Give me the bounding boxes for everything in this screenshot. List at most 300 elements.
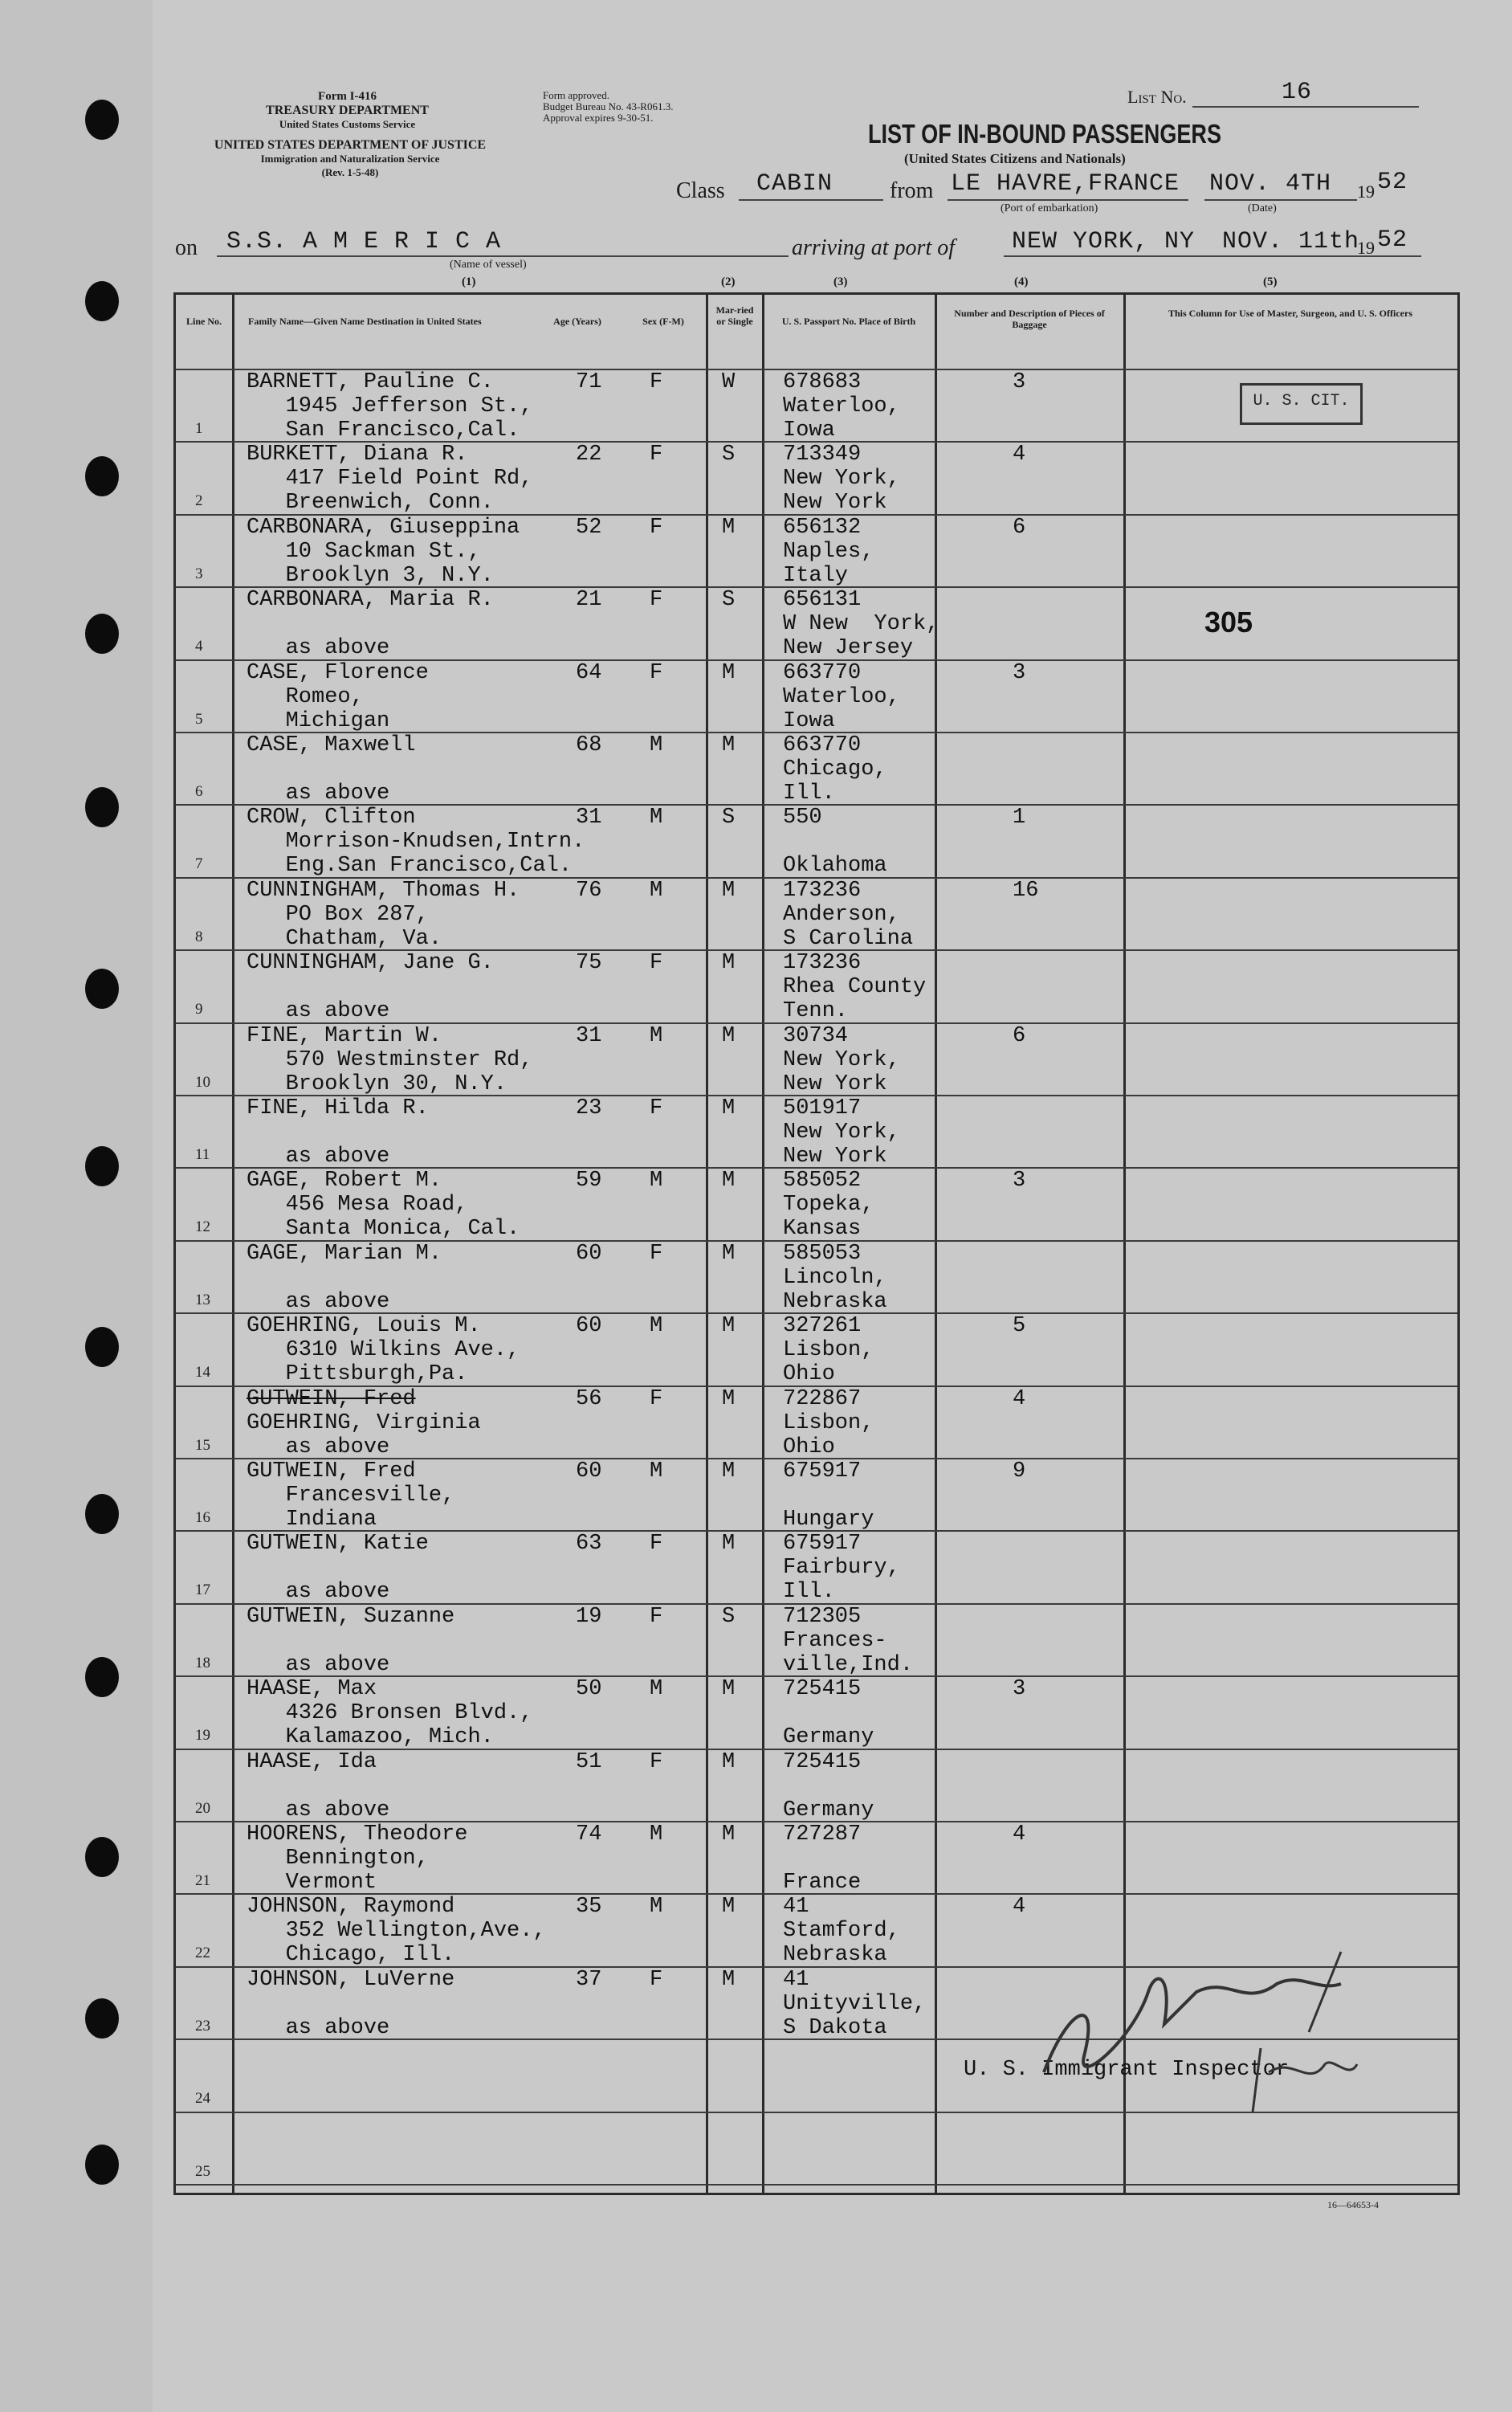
baggage-count: 4 bbox=[1013, 443, 1026, 467]
passenger-table bbox=[173, 292, 1460, 2195]
vessel-caption: (Name of vessel) bbox=[450, 259, 527, 271]
line-number: 4 bbox=[195, 638, 203, 655]
page-subtitle: (United States Citizens and Nationals) bbox=[904, 151, 1126, 166]
year-prefix: 19 bbox=[1357, 182, 1375, 202]
marital-status: M bbox=[722, 1967, 736, 1992]
passport-number: 585053 bbox=[783, 1241, 862, 1266]
birthplace-line1: Naples, bbox=[783, 539, 874, 564]
passport-number: 722867 bbox=[783, 1386, 862, 1411]
passenger-address: Bennington, bbox=[247, 1847, 429, 1871]
punch-hole bbox=[85, 456, 119, 496]
table-row bbox=[176, 1022, 1457, 1095]
from-label: from bbox=[890, 178, 934, 203]
passenger-name: CUNNINGHAM, Thomas H. bbox=[247, 878, 520, 903]
arrival-port: NEW YORK, NY bbox=[1012, 228, 1196, 255]
table-row bbox=[176, 1603, 1457, 1675]
line-number: 10 bbox=[195, 1073, 210, 1091]
left-margin bbox=[0, 0, 153, 2412]
passenger-sex: F bbox=[650, 515, 663, 540]
passenger-age: 51 bbox=[576, 1749, 602, 1774]
baggage-count: 3 bbox=[1013, 1169, 1026, 1194]
passport-number: 663770 bbox=[783, 660, 862, 685]
approval-line: Form approved. bbox=[543, 89, 610, 101]
passenger-address: GOEHRING, Virginia bbox=[247, 1410, 481, 1435]
table-row bbox=[176, 1675, 1457, 1748]
marital-status: M bbox=[722, 951, 736, 976]
birthplace-line2: Kansas bbox=[783, 1217, 862, 1242]
birthplace-line2: France bbox=[783, 1871, 862, 1895]
passenger-sex: F bbox=[650, 588, 663, 613]
table-row bbox=[176, 514, 1457, 586]
marital-status: M bbox=[722, 1314, 736, 1339]
year-prefix-2: 19 bbox=[1357, 238, 1375, 258]
passport-number: 656131 bbox=[783, 588, 862, 613]
passenger-destination: Pittsburgh,Pa. bbox=[247, 1362, 468, 1387]
passenger-destination: Vermont bbox=[247, 1871, 377, 1895]
birthplace-line2: S Dakota bbox=[783, 2015, 887, 2040]
punch-hole bbox=[85, 969, 119, 1009]
passenger-age: 64 bbox=[576, 660, 602, 685]
line-number: 2 bbox=[195, 492, 203, 510]
passenger-sex: F bbox=[650, 951, 663, 976]
table-row bbox=[176, 949, 1457, 1022]
passenger-age: 19 bbox=[576, 1604, 602, 1629]
marital-status: S bbox=[722, 443, 736, 467]
punch-hole bbox=[85, 1146, 119, 1186]
passenger-age: 35 bbox=[576, 1895, 602, 1920]
birthplace-line1: Rhea County bbox=[783, 975, 927, 1000]
line-number: 22 bbox=[195, 1945, 210, 1962]
marital-status: M bbox=[722, 660, 736, 685]
passenger-age: 21 bbox=[576, 588, 602, 613]
marital-status: S bbox=[722, 588, 736, 613]
passport-number: 501917 bbox=[783, 1096, 862, 1120]
passenger-address: 10 Sackman St., bbox=[247, 539, 481, 564]
marital-status: M bbox=[722, 1241, 736, 1266]
passenger-age: 37 bbox=[576, 1967, 602, 1992]
birthplace-line1: Waterloo, bbox=[783, 394, 900, 418]
passenger-destination: as above bbox=[247, 1798, 390, 1822]
passenger-name: FINE, Martin W. bbox=[247, 1023, 442, 1048]
line-number: 1 bbox=[195, 420, 203, 437]
table-row bbox=[176, 1240, 1457, 1312]
birthplace-line2: Ill. bbox=[783, 782, 835, 806]
passenger-sex: M bbox=[650, 878, 663, 903]
passenger-destination: San Francisco,Cal. bbox=[247, 418, 520, 443]
birthplace-line2: New York bbox=[783, 491, 887, 516]
column-number: (2) bbox=[721, 275, 736, 288]
list-no-line bbox=[1192, 106, 1419, 108]
table-row bbox=[176, 1749, 1457, 1821]
marital-status: S bbox=[722, 806, 736, 831]
passenger-name: GUTWEIN, Fred bbox=[247, 1459, 416, 1484]
table-row bbox=[176, 586, 1457, 659]
birthplace-line2: Iowa bbox=[783, 418, 835, 443]
passenger-sex: F bbox=[650, 1386, 663, 1411]
passenger-name: HAASE, Max bbox=[247, 1677, 377, 1702]
passenger-age: 31 bbox=[576, 806, 602, 831]
passenger-sex: M bbox=[650, 1023, 663, 1048]
passenger-name: HOORENS, Theodore bbox=[247, 1822, 468, 1847]
line-number: 14 bbox=[195, 1364, 210, 1381]
passenger-name: JOHNSON, Raymond bbox=[247, 1895, 455, 1920]
inspector-signature bbox=[1036, 1944, 1373, 2120]
revision: (Rev. 1-5-48) bbox=[321, 166, 379, 178]
birthplace-line1: Lincoln, bbox=[783, 1265, 887, 1290]
punch-hole bbox=[85, 2145, 119, 2185]
passenger-sex: F bbox=[650, 660, 663, 685]
customs-service: United States Customs Service bbox=[279, 118, 416, 130]
passenger-sex: F bbox=[650, 1749, 663, 1774]
passenger-name: GUTWEIN, Suzanne bbox=[247, 1604, 455, 1629]
passenger-address: 352 Wellington,Ave., bbox=[247, 1919, 546, 1944]
passport-number: 675917 bbox=[783, 1459, 862, 1484]
column-number: (4) bbox=[1014, 275, 1029, 288]
baggage-count: 4 bbox=[1013, 1895, 1026, 1920]
line-number: 18 bbox=[195, 1654, 210, 1671]
passenger-name: GAGE, Robert M. bbox=[247, 1169, 442, 1194]
passenger-age: 75 bbox=[576, 951, 602, 976]
line-number: 24 bbox=[195, 2090, 210, 2108]
passport-number: 713349 bbox=[783, 443, 862, 467]
table-row bbox=[176, 1458, 1457, 1530]
passenger-age: 22 bbox=[576, 443, 602, 467]
passenger-destination: as above bbox=[247, 1145, 390, 1169]
table-row bbox=[176, 1530, 1457, 1605]
header-married: Mar-ried or Single bbox=[715, 304, 754, 327]
from-line bbox=[948, 199, 1188, 201]
table-row bbox=[176, 1095, 1457, 1167]
header-age: Age (Years) bbox=[553, 316, 601, 327]
passport-number: 725415 bbox=[783, 1677, 862, 1702]
table-row bbox=[176, 1312, 1457, 1385]
birthplace-line2: Iowa bbox=[783, 708, 835, 733]
passenger-sex: M bbox=[650, 1459, 663, 1484]
table-row bbox=[176, 441, 1457, 516]
arrival-line bbox=[1004, 255, 1421, 257]
ins-service: Immigration and Naturalization Service bbox=[260, 153, 440, 165]
birthplace-line1: Fairbury, bbox=[783, 1556, 900, 1581]
passenger-destination: as above bbox=[247, 1289, 390, 1314]
passenger-sex: F bbox=[650, 1241, 663, 1266]
birthplace-line1: Frances- bbox=[783, 1628, 887, 1653]
passenger-name: CASE, Maxwell bbox=[247, 733, 416, 757]
passenger-name: BARNETT, Pauline C. bbox=[247, 370, 494, 394]
birthplace-line1: Waterloo, bbox=[783, 684, 900, 709]
table-row bbox=[176, 732, 1457, 804]
birthplace-line1: Anderson, bbox=[783, 902, 900, 927]
punch-hole bbox=[85, 1998, 119, 2039]
line-number: 17 bbox=[195, 1581, 210, 1599]
column-number: (1) bbox=[462, 275, 476, 288]
baggage-count: 3 bbox=[1013, 660, 1026, 685]
treasury-dept: TREASURY DEPARTMENT bbox=[266, 104, 429, 117]
list-no-value: 16 bbox=[1282, 79, 1313, 106]
marital-status: M bbox=[722, 1459, 736, 1484]
row-divider bbox=[176, 2184, 1457, 2185]
passport-number: 712305 bbox=[783, 1604, 862, 1629]
marital-status: M bbox=[722, 1677, 736, 1702]
passenger-sex: M bbox=[650, 806, 663, 831]
baggage-count: 3 bbox=[1013, 370, 1026, 394]
page-title: LIST OF IN-BOUND PASSENGERS bbox=[868, 119, 1222, 149]
passenger-address: Francesville, bbox=[247, 1484, 455, 1508]
passenger-destination: Brooklyn 3, N.Y. bbox=[247, 563, 494, 588]
table-row bbox=[176, 804, 1457, 879]
table-row bbox=[176, 2112, 1457, 2184]
passenger-destination: Breenwich, Conn. bbox=[247, 491, 494, 516]
passenger-destination: as above bbox=[247, 999, 390, 1024]
passenger-name: CARBONARA, Giuseppina bbox=[247, 515, 520, 540]
passenger-destination: Chicago, Ill. bbox=[247, 1943, 455, 1968]
line-number: 20 bbox=[195, 1799, 210, 1817]
passenger-age: 23 bbox=[576, 1096, 602, 1120]
passenger-destination: as above bbox=[247, 1580, 390, 1605]
arrival-date: NOV. 11th bbox=[1222, 228, 1360, 255]
passport-number: 663770 bbox=[783, 733, 862, 757]
punch-hole bbox=[85, 1494, 119, 1534]
passenger-destination: Brooklyn 30, N.Y. bbox=[247, 1071, 507, 1096]
passenger-sex: F bbox=[650, 1532, 663, 1557]
passenger-address: PO Box 287, bbox=[247, 902, 429, 927]
marital-status: M bbox=[722, 515, 736, 540]
passport-number: 41 bbox=[783, 1895, 809, 1920]
birthplace-line2: Nebraska bbox=[783, 1943, 887, 1968]
inspector-label: U. S. Immigrant Inspector bbox=[964, 2058, 1290, 2082]
passenger-address: 417 Field Point Rd, bbox=[247, 467, 533, 492]
passport-number: 585052 bbox=[783, 1169, 862, 1194]
baggage-count: 4 bbox=[1013, 1822, 1026, 1847]
birthplace-line1: Chicago, bbox=[783, 757, 887, 782]
port-embark-caption: (Port of embarkation) bbox=[1001, 202, 1098, 214]
birthplace-line2: New Jersey bbox=[783, 636, 914, 661]
passenger-address: 4326 Bronsen Blvd., bbox=[247, 1701, 533, 1726]
passenger-age: 52 bbox=[576, 515, 602, 540]
punch-hole bbox=[85, 1327, 119, 1367]
birthplace-line2: Nebraska bbox=[783, 1289, 887, 1314]
passenger-sex: M bbox=[650, 1314, 663, 1339]
passenger-age: 60 bbox=[576, 1459, 602, 1484]
passenger-sex: F bbox=[650, 443, 663, 467]
birthplace-line2: Tenn. bbox=[783, 999, 849, 1024]
birthplace-line1: Stamford, bbox=[783, 1919, 900, 1944]
punch-hole bbox=[85, 1657, 119, 1697]
passport-number: 678683 bbox=[783, 370, 862, 394]
birthplace-line1: W New York, bbox=[783, 612, 939, 637]
form-header-left bbox=[241, 90, 454, 131]
vessel-line bbox=[217, 255, 789, 257]
passenger-destination: Michigan bbox=[247, 708, 390, 733]
passenger-name: FINE, Hilda R. bbox=[247, 1096, 429, 1120]
passenger-destination: Eng.San Francisco,Cal. bbox=[247, 854, 573, 879]
passport-number: 30734 bbox=[783, 1023, 849, 1048]
column-number: (5) bbox=[1263, 275, 1278, 288]
header-sex: Sex (F-M) bbox=[642, 316, 684, 327]
marital-status: M bbox=[722, 1895, 736, 1920]
line-number: 8 bbox=[195, 928, 203, 945]
passenger-age: 63 bbox=[576, 1532, 602, 1557]
citizen-stamp: U. S. CIT. bbox=[1240, 383, 1363, 425]
approval-block bbox=[543, 90, 752, 124]
passenger-age: 59 bbox=[576, 1169, 602, 1194]
passport-number: 727287 bbox=[783, 1822, 862, 1847]
marital-status: M bbox=[722, 733, 736, 757]
class-line bbox=[739, 199, 883, 201]
passenger-destination: Indiana bbox=[247, 1508, 377, 1532]
passenger-address: 6310 Wilkins Ave., bbox=[247, 1338, 520, 1363]
line-number: 3 bbox=[195, 565, 203, 582]
passenger-sex: F bbox=[650, 1096, 663, 1120]
class-label: Class bbox=[676, 178, 725, 203]
birthplace-line1: New York, bbox=[783, 1047, 900, 1072]
passenger-destination: as above bbox=[247, 636, 390, 661]
passport-number: 550 bbox=[783, 806, 822, 831]
justice-dept: UNITED STATES DEPARTMENT OF JUSTICE bbox=[214, 138, 487, 152]
baggage-count: 16 bbox=[1013, 878, 1039, 903]
birthplace-line1: New York, bbox=[783, 1120, 900, 1145]
on-label: on bbox=[175, 235, 198, 260]
form-number: Form I-416 bbox=[318, 90, 377, 103]
passenger-destination: as above bbox=[247, 782, 390, 806]
passport-number: 725415 bbox=[783, 1749, 862, 1774]
birthplace-line2: Ohio bbox=[783, 1435, 835, 1459]
justice-header bbox=[169, 138, 532, 179]
punch-hole bbox=[85, 281, 119, 321]
passenger-destination: Chatham, Va. bbox=[247, 926, 442, 951]
passenger-sex: F bbox=[650, 1967, 663, 1992]
passenger-address: 570 Westminster Rd, bbox=[247, 1047, 533, 1072]
marital-status: S bbox=[722, 1604, 736, 1629]
line-number: 9 bbox=[195, 1001, 203, 1018]
line-number: 7 bbox=[195, 855, 203, 873]
passenger-address: 1945 Jefferson St., bbox=[247, 394, 533, 418]
marital-status: M bbox=[722, 1023, 736, 1048]
table-row bbox=[176, 1386, 1457, 1458]
passenger-age: 50 bbox=[576, 1677, 602, 1702]
passenger-name: BURKETT, Diana R. bbox=[247, 443, 468, 467]
date-caption: (Date) bbox=[1248, 202, 1277, 214]
baggage-count: 6 bbox=[1013, 515, 1026, 540]
punch-hole bbox=[85, 787, 119, 827]
vessel-name: S.S. A M E R I C A bbox=[226, 228, 502, 255]
birthplace-line2: Germany bbox=[783, 1798, 874, 1822]
line-number: 12 bbox=[195, 1218, 210, 1236]
header-line-no: Line No. bbox=[185, 316, 222, 327]
passenger-name: GUTWEIN, Katie bbox=[247, 1532, 429, 1557]
passenger-address: Morrison-Knudsen,Intrn. bbox=[247, 830, 585, 855]
line-number: 16 bbox=[195, 1509, 210, 1526]
passenger-destination: Santa Monica, Cal. bbox=[247, 1217, 520, 1242]
marital-status: M bbox=[722, 878, 736, 903]
passenger-name: GAGE, Marian M. bbox=[247, 1241, 442, 1266]
annotation-number: 305 bbox=[1204, 606, 1253, 639]
passenger-age: 76 bbox=[576, 878, 602, 903]
arriving-label: arriving at port of bbox=[792, 235, 956, 260]
header-passport: U. S. Passport No. Place of Birth bbox=[781, 316, 916, 327]
birthplace-line2: ville,Ind. bbox=[783, 1652, 914, 1677]
departure-date: NOV. 4TH bbox=[1209, 170, 1332, 198]
line-number: 6 bbox=[195, 783, 203, 800]
departure-year: 52 bbox=[1377, 169, 1408, 196]
birthplace-line2: Ill. bbox=[783, 1580, 835, 1605]
date-line bbox=[1204, 199, 1357, 201]
passenger-name: CUNNINGHAM, Jane G. bbox=[247, 951, 494, 976]
line-number: 19 bbox=[195, 1727, 210, 1745]
birthplace-line2: New York bbox=[783, 1145, 887, 1169]
passenger-name: CARBONARA, Maria R. bbox=[247, 588, 494, 613]
header-officers: This Column for Use of Master, Surgeon, and U. S. Officers bbox=[1168, 308, 1412, 319]
line-number: 5 bbox=[195, 710, 203, 728]
class-value: CABIN bbox=[756, 170, 833, 198]
birthplace-line2: Ohio bbox=[783, 1362, 835, 1387]
table-row bbox=[176, 1821, 1457, 1893]
line-number: 21 bbox=[195, 1872, 210, 1889]
passenger-age: 60 bbox=[576, 1314, 602, 1339]
passenger-age: 60 bbox=[576, 1241, 602, 1266]
table-row bbox=[176, 877, 1457, 949]
baggage-count: 4 bbox=[1013, 1386, 1026, 1411]
line-number: 11 bbox=[195, 1146, 210, 1163]
table-row bbox=[176, 659, 1457, 732]
passenger-name: JOHNSON, LuVerne bbox=[247, 1967, 455, 1992]
punch-hole bbox=[85, 1837, 119, 1877]
passenger-age: 71 bbox=[576, 370, 602, 394]
birthplace-line2: Germany bbox=[783, 1725, 874, 1750]
baggage-count: 3 bbox=[1013, 1677, 1026, 1702]
passenger-sex: M bbox=[650, 1169, 663, 1194]
approval-line: Budget Bureau No. 43-R061.3. bbox=[543, 100, 674, 112]
birthplace-line1: New York, bbox=[783, 467, 900, 492]
passport-number: 173236 bbox=[783, 878, 862, 903]
approval-line: Approval expires 9-30-51. bbox=[543, 112, 654, 124]
baggage-count: 1 bbox=[1013, 806, 1026, 831]
arrival-year: 52 bbox=[1377, 227, 1408, 254]
passenger-destination: as above bbox=[247, 1435, 390, 1459]
passenger-sex: M bbox=[650, 1895, 663, 1920]
passenger-sex: M bbox=[650, 1677, 663, 1702]
table-row bbox=[176, 1167, 1457, 1242]
birthplace-line2: New York bbox=[783, 1071, 887, 1096]
line-number: 13 bbox=[195, 1291, 210, 1308]
passenger-age: 74 bbox=[576, 1822, 602, 1847]
marital-status: M bbox=[722, 1749, 736, 1774]
header-name: Family Name—Given Name Destination in United States bbox=[248, 316, 482, 327]
baggage-count: 5 bbox=[1013, 1314, 1026, 1339]
passport-number: 173236 bbox=[783, 951, 862, 976]
column-number: (3) bbox=[833, 275, 848, 288]
birthplace-line2: Hungary bbox=[783, 1508, 874, 1532]
baggage-count: 9 bbox=[1013, 1459, 1026, 1484]
passport-number: 327261 bbox=[783, 1314, 862, 1339]
passenger-sex: M bbox=[650, 1822, 663, 1847]
passenger-name: GUTWEIN, Fred bbox=[247, 1386, 416, 1411]
line-number: 23 bbox=[195, 2017, 210, 2034]
birthplace-line2: Oklahoma bbox=[783, 854, 887, 879]
passenger-age: 56 bbox=[576, 1386, 602, 1411]
from-value: LE HAVRE,FRANCE bbox=[951, 170, 1180, 198]
form-print-code: 16—64653-4 bbox=[1327, 2199, 1379, 2210]
birthplace-line1: Lisbon, bbox=[783, 1410, 874, 1435]
birthplace-line2: Italy bbox=[783, 563, 849, 588]
passenger-address: Romeo, bbox=[247, 684, 364, 709]
passenger-name: CASE, Florence bbox=[247, 660, 429, 685]
marital-status: M bbox=[722, 1532, 736, 1557]
passenger-age: 31 bbox=[576, 1023, 602, 1048]
line-number: 15 bbox=[195, 1436, 210, 1454]
line-number: 25 bbox=[195, 2162, 210, 2180]
marital-status: M bbox=[722, 1386, 736, 1411]
punch-hole bbox=[85, 100, 119, 140]
